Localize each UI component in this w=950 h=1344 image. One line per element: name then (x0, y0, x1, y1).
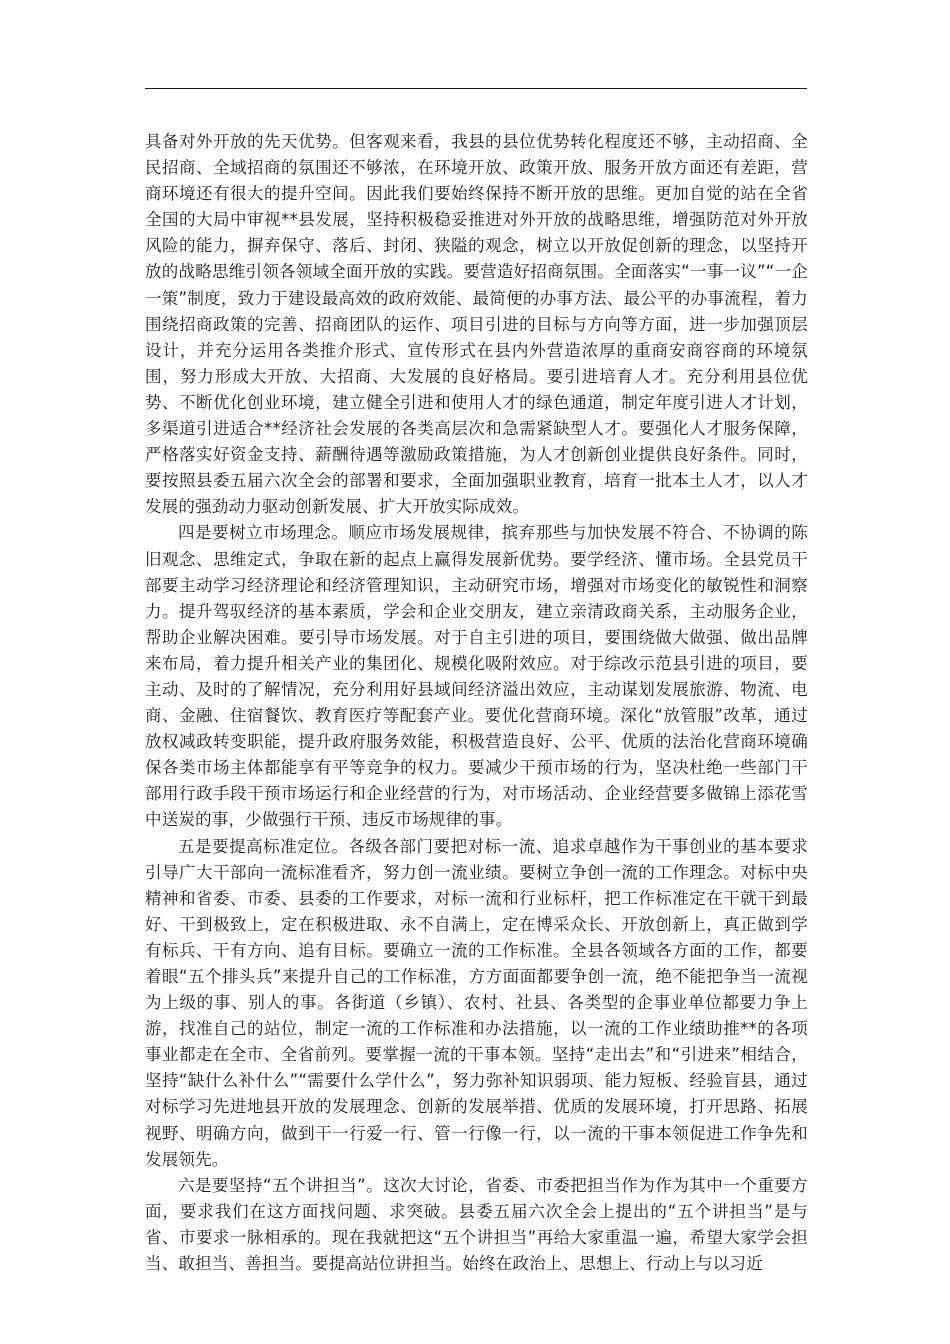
header-rule (145, 88, 807, 89)
paragraph-five-responsibilities: 六是要坚持“五个讲担当”。这次大讨论，省委、市委把担当作为作为其中一个重要方面，要求我们在这方面找问题、求突破。县委五届六次全会上提出的“五个讲担当”是与省、市要求一脉相承的。现在我就把这“五个讲担当”再给大家重温一遍，希望大家学会担当、敢担当、善担当。要提高站位讲担当。始终在政治上、思想上、行动上与以习近 (145, 1175, 808, 1274)
paragraph-continuation: 具备对外开放的先天优势。但客观来看，我县的县位优势转化程度还不够，主动招商、全民招商、全域招商的氛围还不够浓，在环境开放、政策开放、服务开放方面还有差距，营商环境还有很大的提升空间。因此我们要始终保持不断开放的思维。更加自觉的站在全省全国的大局中审视**县发展，坚持积极稳妥推进对外开放的战略思维，增强防范对外开放风险的能力，摒弃保守、落后、封闭、狭隘的观念，树立以开放促创新的理念，以坚持开放的战略思维引领各领域全面开放的实践。要营造好招商氛围。全面落实“一事一议”“一企一策”制度，致力于建设最高效的政府效能、最简便的办事方法、最公平的办事流程，着力围绕招商政策的完善、招商团队的运作、项目引进的目标与方向等方面，进一步加强顶层设计，并充分运用各类推介形式、宣传形式在县内外营造浓厚的重商安商容商的环境氛围，努力形成大开放、大招商、大发展的良好格局。要引进培育人才。充分利用县位优势、不断优化创业环境，建立健全引进和使用人才的绿色通道，制定年度引进人才计划，多渠道引进适合**经济社会发展的各类高层次和急需紧缺型人才。要强化人才服务保障，严格落实好资金支持、薪酬待遇等激励政策措施，为人才创新创业提供良好条件。同时，要按照县委五届六次全会的部署和要求，全面加强职业教育，培育一批本土人才，以人才发展的强劲动力驱动创新发展、扩大开放实际成效。 (145, 132, 808, 517)
paragraph-standard-positioning: 五是要提高标准定位。各级各部门要把对标一流、追求卓越作为干事创业的基本要求引导广大干部向一流标准看齐，努力创一流业绩。要树立争创一流的工作理念。对标中央精神和省委、市委、县委的工作要求，对标一流和行业标杆，把工作标准定在干就干到最好、干到极致上，定在积极进取、永不自满上，定在博采众长、开放创新上，真正做到学有标兵、干有方向、追有目标。要确立一流的工作标准。全县各领域各方面的工作，都要着眼“五个排头兵”来提升自己的工作标准，方方面面都要争创一流，绝不能把争当一流视为上级的事、别人的事。各街道（乡镇）、农村、社县、各类型的企事业单位都要力争上游，找准自己的站位，制定一流的工作标准和办法措施，以一流的工作业绩助推**的各项事业都走在全市、全省前列。要掌握一流的干事本领。坚持“走出去”和“引进来”相结合，坚持“缺什么补什么”“需要什么学什么”，努力弥补知识弱项、能力短板、经验盲县，通过对标学习先进地县开放的发展理念、创新的发展举措、优质的发展环境，打开思路、拓展视野、明确方向，做到干一行爱一行、管一行像一行，以一流的干事本领促进工作争先和发展领先。 (145, 836, 808, 1169)
document-body (145, 129, 808, 1277)
paragraph-market-concept: 四是要树立市场理念。顺应市场发展规律，摈弃那些与加快发展不符合、不协调的陈旧观念、思维定式，争取在新的起点上赢得发展新优势。要学经济、懂市场。全县党员干部要主动学习经济理论和经济管理知识，主动研究市场，增强对市场变化的敏锐性和洞察力。提升驾驭经济的基本素质，学会和企业交朋友，建立亲清政商关系，主动服务企业，帮助企业解决困难。要引导市场发展。对于自主引进的项目，要围绕做大做强、做出品牌来布局，着力提升相关产业的集团化、规模化吸附效应。对于综改示范县引进的项目，要主动、及时的了解情况，充分利用好县域间经济溢出效应，主动谋划发展旅游、物流、电商、金融、住宿餐饮、教育医疗等配套产业。要优化营商环境。深化“放管服”改革，通过放权减政转变职能，提升政府服务效能，积极营造良好、公平、优质的法治化营商环境确保各类市场主体都能享有平等竞争的权力。要减少干预市场的行为，坚决杜绝一些部门干部用行政手段干预市场运行和企业经营的行为，对市场活动、企业经营要多做锦上添花雪中送炭的事，少做强行干预、违反市场规律的事。 (145, 523, 808, 830)
